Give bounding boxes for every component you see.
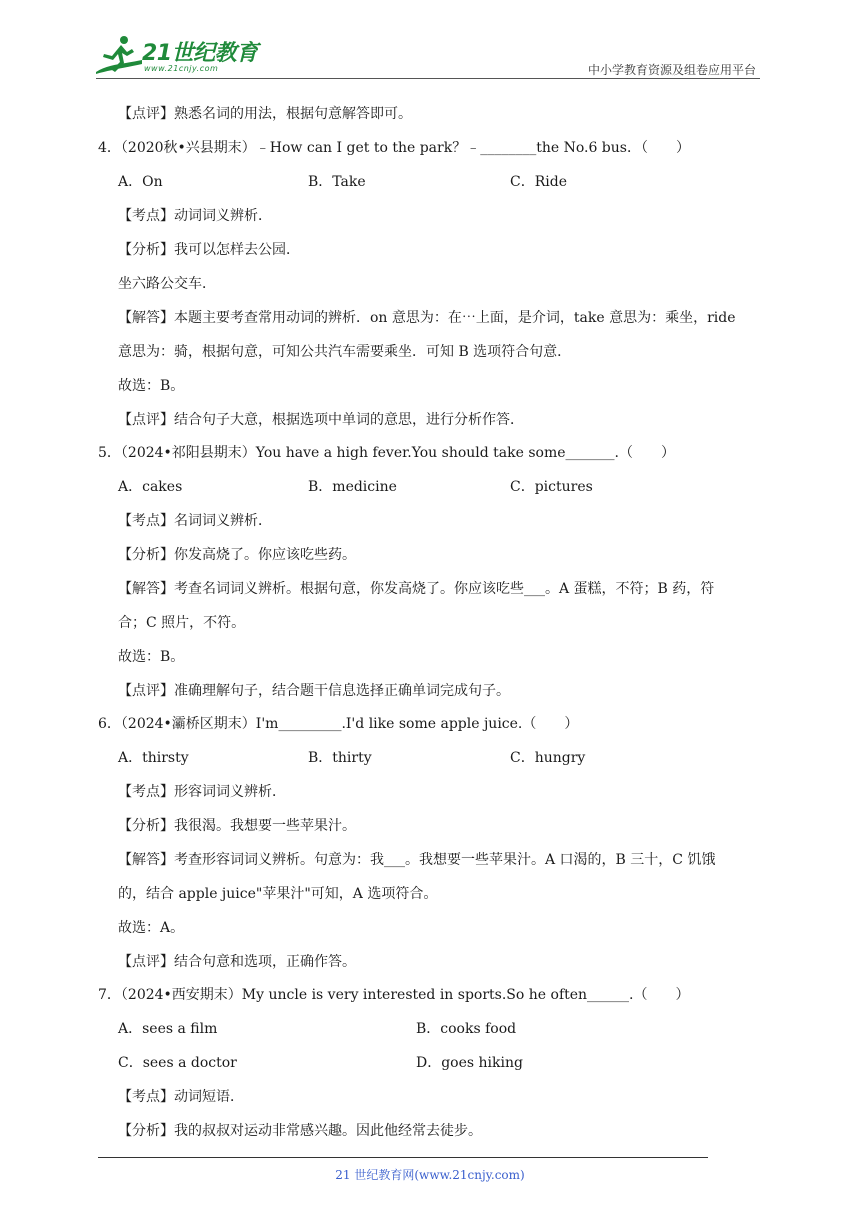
answer-line: 故选：A。: [118, 920, 185, 936]
footer-divider: [98, 1157, 708, 1158]
options-row-q7-1: [98, 1019, 766, 1039]
jieda-line: 【解答】考查名词词义辨析。根据句意，你发高烧了。你应该吃些___。A 蛋糕，不符；B 药，符: [118, 581, 715, 597]
jieda-line: 【解答】考查形容词词义辨析。句意为：我___。我想要一些苹果汁。A 口渴的，B 三十，C 饥饿: [118, 852, 716, 868]
option-b: B．Take: [308, 174, 366, 190]
logo-url: www.21cnjy.com: [144, 64, 219, 73]
header-divider: [96, 78, 760, 79]
runner-logo-icon: [94, 34, 144, 78]
answer-line: 故选：B。: [118, 649, 185, 665]
option-a: A．thirsty: [118, 750, 189, 766]
jieda-line-cont: 意思为：骑，根据句意，可知公共汽车需要乘坐．可知 B 选项符合句意．: [118, 344, 572, 360]
options-row-q4: [98, 172, 766, 192]
answer-line: 故选：B。: [118, 378, 185, 394]
logo-text: 21世纪教育: [142, 41, 258, 66]
kaodian-line: 【考点】动词词义辨析．: [118, 208, 272, 224]
comment-line: 【点评】熟悉名词的用法，根据句意解答即可。: [118, 106, 412, 122]
option-b: B．cooks food: [416, 1021, 517, 1037]
fenxi-line: 【分析】我很渴。我想要一些苹果汁。: [118, 818, 356, 834]
option-c: C．hungry: [510, 750, 586, 766]
jieda-line-cont: 合；C 照片，不符。: [118, 615, 246, 631]
option-a: A．sees a film: [118, 1021, 218, 1037]
fenxi-line: 【分析】我的叔叔对运动非常感兴趣。因此他经常去徒步。: [118, 1123, 482, 1139]
option-a: A．cakes: [118, 479, 183, 495]
options-row-q7-2: [98, 1053, 766, 1073]
option-c: C．sees a doctor: [118, 1055, 237, 1071]
question-4: 4．（2020秋•兴县期末）﹣How can I get to the park？﹣________the No.6 bus．（ ）: [98, 140, 690, 156]
platform-name: 中小学教育资源及组卷应用平台: [587, 63, 756, 77]
jieda-line-cont: 的，结合 apple juice"苹果汁"可知，A 选项符合。: [118, 886, 438, 902]
page-header: [0, 0, 860, 80]
option-c: C．Ride: [510, 174, 567, 190]
comment-line: 【点评】结合句子大意，根据选项中单词的意思，进行分析作答．: [118, 412, 524, 428]
kaodian-line: 【考点】形容词词义辨析．: [118, 784, 286, 800]
kaodian-line: 【考点】动词短语．: [118, 1089, 244, 1105]
jieda-line: 【解答】本题主要考查常用动词的辨析．on 意思为：在⋯上面，是介词，take 意思为：乘坐，ride: [118, 310, 736, 326]
option-d: D．goes hiking: [416, 1055, 523, 1071]
fenxi-line-cont: 坐六路公交车．: [118, 276, 216, 292]
option-a: A．On: [118, 174, 163, 190]
kaodian-line: 【考点】名词词义辨析．: [118, 513, 272, 529]
option-b: B．medicine: [308, 479, 397, 495]
site-logo[interactable]: [94, 34, 264, 78]
footer-link[interactable]: 21 世纪教育网(www.21cnjy.com): [335, 1168, 525, 1182]
comment-line: 【点评】准确理解句子，结合题干信息选择正确单词完成句子。: [118, 683, 510, 699]
question-5: 5．（2024•祁阳县期末）You have a high fever.You should take some_______.（ ）: [98, 445, 675, 461]
comment-line: 【点评】结合句意和选项，正确作答。: [118, 954, 356, 970]
option-b: B．thirty: [308, 750, 372, 766]
options-row-q5: [98, 477, 766, 497]
question-6: 6．（2024•灞桥区期末）I'm_________.I'd like some apple juice.（ ）: [98, 716, 579, 732]
question-7: 7．（2024•西安期末）My uncle is very interested in sports.So he often______.（ ）: [98, 987, 690, 1003]
fenxi-line: 【分析】你发高烧了。你应该吃些药。: [118, 547, 356, 563]
fenxi-line: 【分析】我可以怎样去公园．: [118, 242, 300, 258]
option-c: C．pictures: [510, 479, 593, 495]
options-row-q6: [98, 748, 766, 768]
